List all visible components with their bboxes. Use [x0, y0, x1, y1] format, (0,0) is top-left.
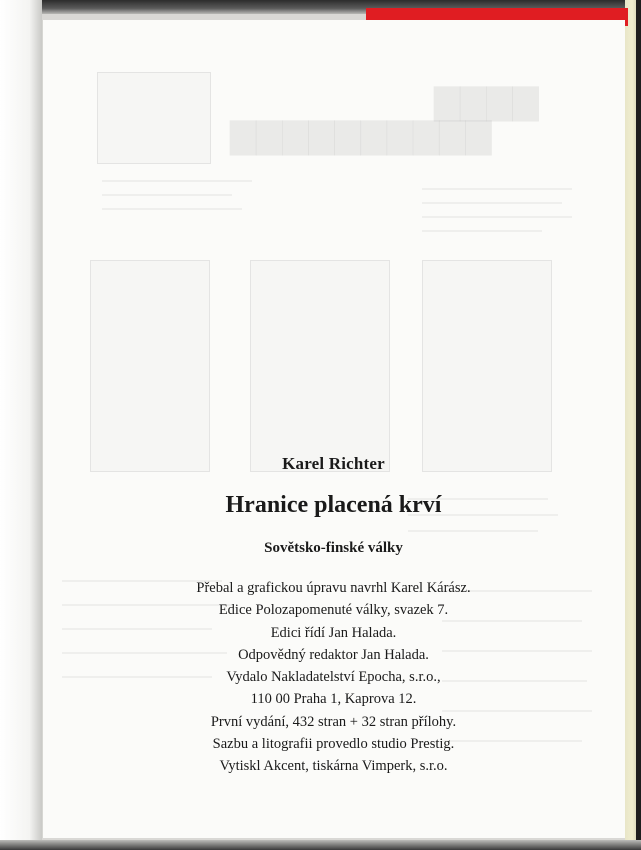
- left-page-edge: [0, 0, 42, 850]
- imprint-line: Edici řídí Jan Halada.: [270, 624, 397, 641]
- imprint-line: Sazbu a litografii provedlo studio Prestig.: [212, 736, 455, 753]
- imprint-line: Edice Polozapomenuté války, svazek 7.: [218, 602, 449, 619]
- book-subtitle: Sovětsko-finské války: [264, 540, 403, 556]
- show-through-heading: ▇▇▇▇: [434, 84, 539, 121]
- imprint-line: Odpovědný redaktor Jan Halada.: [238, 646, 429, 663]
- imprint-block: [42, 577, 625, 778]
- show-through-heading-2: ▇▇▇▇▇▇▇▇▇▇: [230, 118, 492, 155]
- author-name: Karel Richter: [282, 454, 385, 473]
- book-title: Hranice placená krví: [225, 492, 442, 518]
- imprint-line: Vydalo Nakladatelství Epocha, s.r.o.,: [226, 669, 441, 686]
- right-scan-border: [636, 0, 641, 850]
- imprint-line: Přebal a grafickou úpravu navrhl Karel Kárász.: [196, 580, 471, 596]
- imprint-line: První vydání, 432 stran + 32 stran přílohy.: [210, 713, 457, 730]
- title-page-content: [42, 20, 625, 838]
- scan-bottom-shadow: [0, 840, 641, 850]
- imprint-line: 110 00 Praha 1, Kaprova 12.: [250, 691, 417, 708]
- book-page: [42, 20, 625, 838]
- imprint-line: Vytiskl Akcent, tiskárna Vimperk, s.r.o.: [219, 758, 448, 775]
